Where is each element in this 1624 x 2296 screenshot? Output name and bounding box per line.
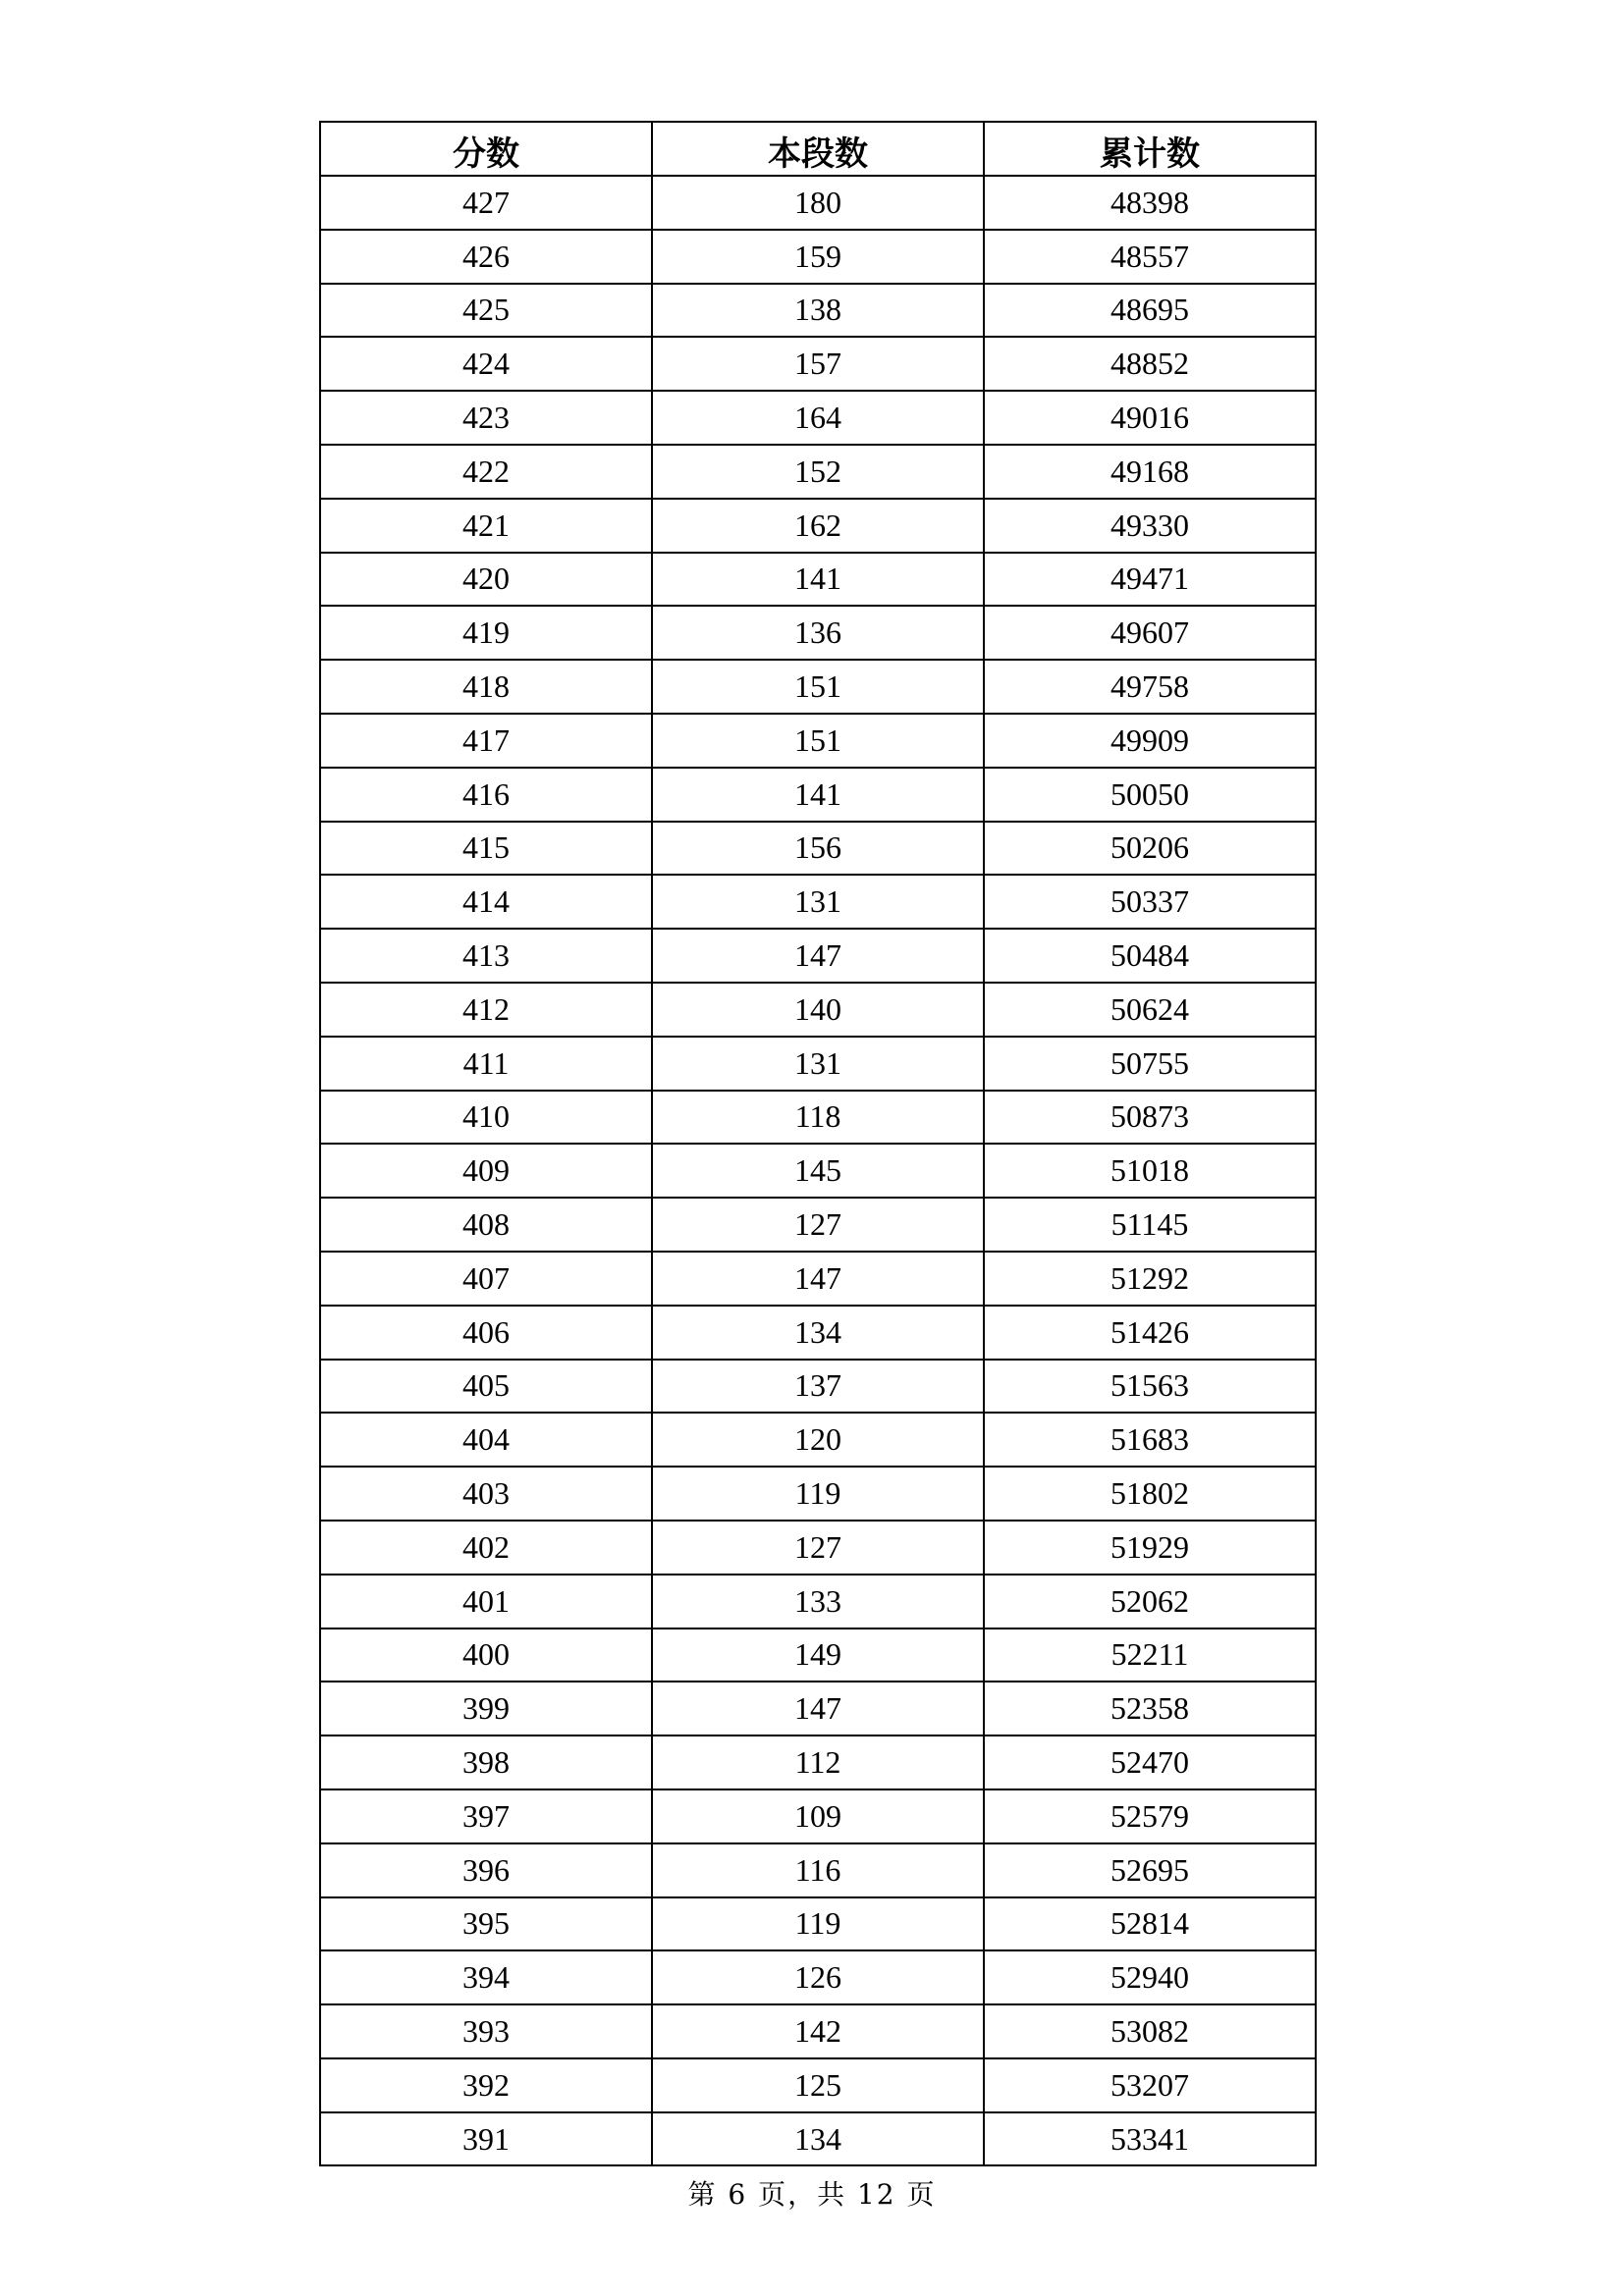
cell-score: 401 bbox=[320, 1575, 652, 1629]
cell-score: 399 bbox=[320, 1682, 652, 1735]
cell-cumulative-count: 52695 bbox=[984, 1843, 1316, 1897]
table-row bbox=[320, 1091, 1316, 1145]
cell-score: 416 bbox=[320, 768, 652, 822]
cell-segment-count: 112 bbox=[652, 1735, 984, 1789]
cell-segment-count: 147 bbox=[652, 1682, 984, 1735]
cell-cumulative-count: 48398 bbox=[984, 176, 1316, 230]
cell-cumulative-count: 53341 bbox=[984, 2112, 1316, 2166]
cell-cumulative-count: 51802 bbox=[984, 1467, 1316, 1521]
cell-cumulative-count: 49330 bbox=[984, 499, 1316, 553]
table-row bbox=[320, 929, 1316, 983]
header-cumulative-count: 累计数 bbox=[984, 122, 1316, 176]
cell-segment-count: 131 bbox=[652, 1037, 984, 1091]
cell-segment-count: 126 bbox=[652, 1950, 984, 2004]
cell-score: 400 bbox=[320, 1629, 652, 1682]
table-row bbox=[320, 1413, 1316, 1467]
table-row bbox=[320, 1575, 1316, 1629]
cell-segment-count: 156 bbox=[652, 822, 984, 876]
cell-segment-count: 134 bbox=[652, 1306, 984, 1360]
cell-score: 397 bbox=[320, 1789, 652, 1843]
cell-score: 392 bbox=[320, 2058, 652, 2112]
cell-score: 407 bbox=[320, 1252, 652, 1306]
cell-cumulative-count: 51145 bbox=[984, 1198, 1316, 1252]
cell-score: 410 bbox=[320, 1091, 652, 1145]
cell-cumulative-count: 50484 bbox=[984, 929, 1316, 983]
cell-segment-count: 149 bbox=[652, 1629, 984, 1682]
cell-segment-count: 141 bbox=[652, 553, 984, 607]
table-row bbox=[320, 176, 1316, 230]
cell-cumulative-count: 49471 bbox=[984, 553, 1316, 607]
cell-score: 402 bbox=[320, 1521, 652, 1575]
cell-cumulative-count: 50206 bbox=[984, 822, 1316, 876]
cell-cumulative-count: 51929 bbox=[984, 1521, 1316, 1575]
cell-segment-count: 134 bbox=[652, 2112, 984, 2166]
cell-cumulative-count: 49168 bbox=[984, 445, 1316, 499]
cell-segment-count: 125 bbox=[652, 2058, 984, 2112]
table-row bbox=[320, 714, 1316, 768]
table-row bbox=[320, 553, 1316, 607]
table-row bbox=[320, 1198, 1316, 1252]
page-number-footer: 第 6 页，共 12 页 bbox=[687, 2178, 937, 2211]
cell-cumulative-count: 49016 bbox=[984, 391, 1316, 445]
cell-cumulative-count: 51563 bbox=[984, 1360, 1316, 1414]
table-row bbox=[320, 1897, 1316, 1951]
cell-score: 419 bbox=[320, 606, 652, 660]
cell-score: 423 bbox=[320, 391, 652, 445]
cell-score: 403 bbox=[320, 1467, 652, 1521]
cell-score: 413 bbox=[320, 929, 652, 983]
cell-cumulative-count: 50755 bbox=[984, 1037, 1316, 1091]
cell-score: 406 bbox=[320, 1306, 652, 1360]
cell-segment-count: 138 bbox=[652, 284, 984, 338]
cell-score: 394 bbox=[320, 1950, 652, 2004]
cell-score: 417 bbox=[320, 714, 652, 768]
table-row bbox=[320, 1360, 1316, 1414]
cell-score: 426 bbox=[320, 230, 652, 284]
cell-segment-count: 140 bbox=[652, 983, 984, 1037]
cell-cumulative-count: 52211 bbox=[984, 1629, 1316, 1682]
table-row bbox=[320, 1521, 1316, 1575]
cell-segment-count: 147 bbox=[652, 1252, 984, 1306]
table-row bbox=[320, 2112, 1316, 2166]
table-row bbox=[320, 1843, 1316, 1897]
cell-cumulative-count: 52814 bbox=[984, 1897, 1316, 1951]
cell-segment-count: 180 bbox=[652, 176, 984, 230]
cell-score: 404 bbox=[320, 1413, 652, 1467]
cell-cumulative-count: 52062 bbox=[984, 1575, 1316, 1629]
cell-segment-count: 119 bbox=[652, 1897, 984, 1951]
cell-score: 393 bbox=[320, 2004, 652, 2058]
table-row bbox=[320, 230, 1316, 284]
table-row bbox=[320, 2004, 1316, 2058]
cell-segment-count: 151 bbox=[652, 660, 984, 714]
table-row bbox=[320, 1467, 1316, 1521]
header-row bbox=[320, 122, 1316, 176]
cell-score: 391 bbox=[320, 2112, 652, 2166]
cell-segment-count: 136 bbox=[652, 606, 984, 660]
cell-segment-count: 116 bbox=[652, 1843, 984, 1897]
cell-cumulative-count: 53082 bbox=[984, 2004, 1316, 2058]
cell-cumulative-count: 52579 bbox=[984, 1789, 1316, 1843]
cell-segment-count: 164 bbox=[652, 391, 984, 445]
cell-score: 425 bbox=[320, 284, 652, 338]
table-row bbox=[320, 606, 1316, 660]
table-header bbox=[320, 122, 1316, 176]
cell-cumulative-count: 48852 bbox=[984, 337, 1316, 391]
cell-score: 398 bbox=[320, 1735, 652, 1789]
cell-score: 418 bbox=[320, 660, 652, 714]
cell-score: 422 bbox=[320, 445, 652, 499]
table-row bbox=[320, 1629, 1316, 1682]
cell-segment-count: 147 bbox=[652, 929, 984, 983]
cell-score: 415 bbox=[320, 822, 652, 876]
cell-score: 396 bbox=[320, 1843, 652, 1897]
table-row bbox=[320, 983, 1316, 1037]
cell-cumulative-count: 50337 bbox=[984, 875, 1316, 929]
table-body bbox=[320, 176, 1316, 2165]
table-row bbox=[320, 768, 1316, 822]
cell-cumulative-count: 52470 bbox=[984, 1735, 1316, 1789]
cell-score: 395 bbox=[320, 1897, 652, 1951]
cell-cumulative-count: 49758 bbox=[984, 660, 1316, 714]
cell-score: 409 bbox=[320, 1144, 652, 1198]
cell-segment-count: 131 bbox=[652, 875, 984, 929]
cell-score: 427 bbox=[320, 176, 652, 230]
table-row bbox=[320, 1735, 1316, 1789]
cell-cumulative-count: 50050 bbox=[984, 768, 1316, 822]
cell-segment-count: 133 bbox=[652, 1575, 984, 1629]
cell-segment-count: 127 bbox=[652, 1198, 984, 1252]
cell-cumulative-count: 51018 bbox=[984, 1144, 1316, 1198]
cell-cumulative-count: 51683 bbox=[984, 1413, 1316, 1467]
cell-segment-count: 142 bbox=[652, 2004, 984, 2058]
cell-cumulative-count: 48557 bbox=[984, 230, 1316, 284]
cell-cumulative-count: 49909 bbox=[984, 714, 1316, 768]
table-row bbox=[320, 1682, 1316, 1735]
table-row bbox=[320, 1037, 1316, 1091]
table-row bbox=[320, 2058, 1316, 2112]
table-row bbox=[320, 822, 1316, 876]
cell-cumulative-count: 49607 bbox=[984, 606, 1316, 660]
cell-cumulative-count: 51292 bbox=[984, 1252, 1316, 1306]
cell-segment-count: 157 bbox=[652, 337, 984, 391]
cell-score: 421 bbox=[320, 499, 652, 553]
cell-score: 405 bbox=[320, 1360, 652, 1414]
cell-cumulative-count: 48695 bbox=[984, 284, 1316, 338]
cell-segment-count: 162 bbox=[652, 499, 984, 553]
table-row bbox=[320, 284, 1316, 338]
cell-cumulative-count: 52358 bbox=[984, 1682, 1316, 1735]
cell-cumulative-count: 50624 bbox=[984, 983, 1316, 1037]
table-row bbox=[320, 1789, 1316, 1843]
table-row bbox=[320, 391, 1316, 445]
table-row bbox=[320, 875, 1316, 929]
cell-cumulative-count: 52940 bbox=[984, 1950, 1316, 2004]
cell-segment-count: 118 bbox=[652, 1091, 984, 1145]
table-row bbox=[320, 1252, 1316, 1306]
cell-segment-count: 137 bbox=[652, 1360, 984, 1414]
cell-score: 412 bbox=[320, 983, 652, 1037]
cell-segment-count: 151 bbox=[652, 714, 984, 768]
cell-segment-count: 109 bbox=[652, 1789, 984, 1843]
table-row bbox=[320, 1144, 1316, 1198]
cell-cumulative-count: 51426 bbox=[984, 1306, 1316, 1360]
table-row bbox=[320, 1950, 1316, 2004]
score-distribution-table bbox=[319, 121, 1317, 2166]
header-segment-count: 本段数 bbox=[652, 122, 984, 176]
cell-score: 408 bbox=[320, 1198, 652, 1252]
table-row bbox=[320, 445, 1316, 499]
table-row bbox=[320, 1306, 1316, 1360]
cell-score: 420 bbox=[320, 553, 652, 607]
cell-segment-count: 145 bbox=[652, 1144, 984, 1198]
cell-score: 424 bbox=[320, 337, 652, 391]
cell-segment-count: 159 bbox=[652, 230, 984, 284]
table-row bbox=[320, 499, 1316, 553]
table-row bbox=[320, 660, 1316, 714]
cell-cumulative-count: 53207 bbox=[984, 2058, 1316, 2112]
header-score: 分数 bbox=[320, 122, 652, 176]
cell-cumulative-count: 50873 bbox=[984, 1091, 1316, 1145]
cell-score: 414 bbox=[320, 875, 652, 929]
table-row bbox=[320, 337, 1316, 391]
cell-segment-count: 119 bbox=[652, 1467, 984, 1521]
cell-segment-count: 152 bbox=[652, 445, 984, 499]
cell-score: 411 bbox=[320, 1037, 652, 1091]
cell-segment-count: 127 bbox=[652, 1521, 984, 1575]
cell-segment-count: 120 bbox=[652, 1413, 984, 1467]
cell-segment-count: 141 bbox=[652, 768, 984, 822]
